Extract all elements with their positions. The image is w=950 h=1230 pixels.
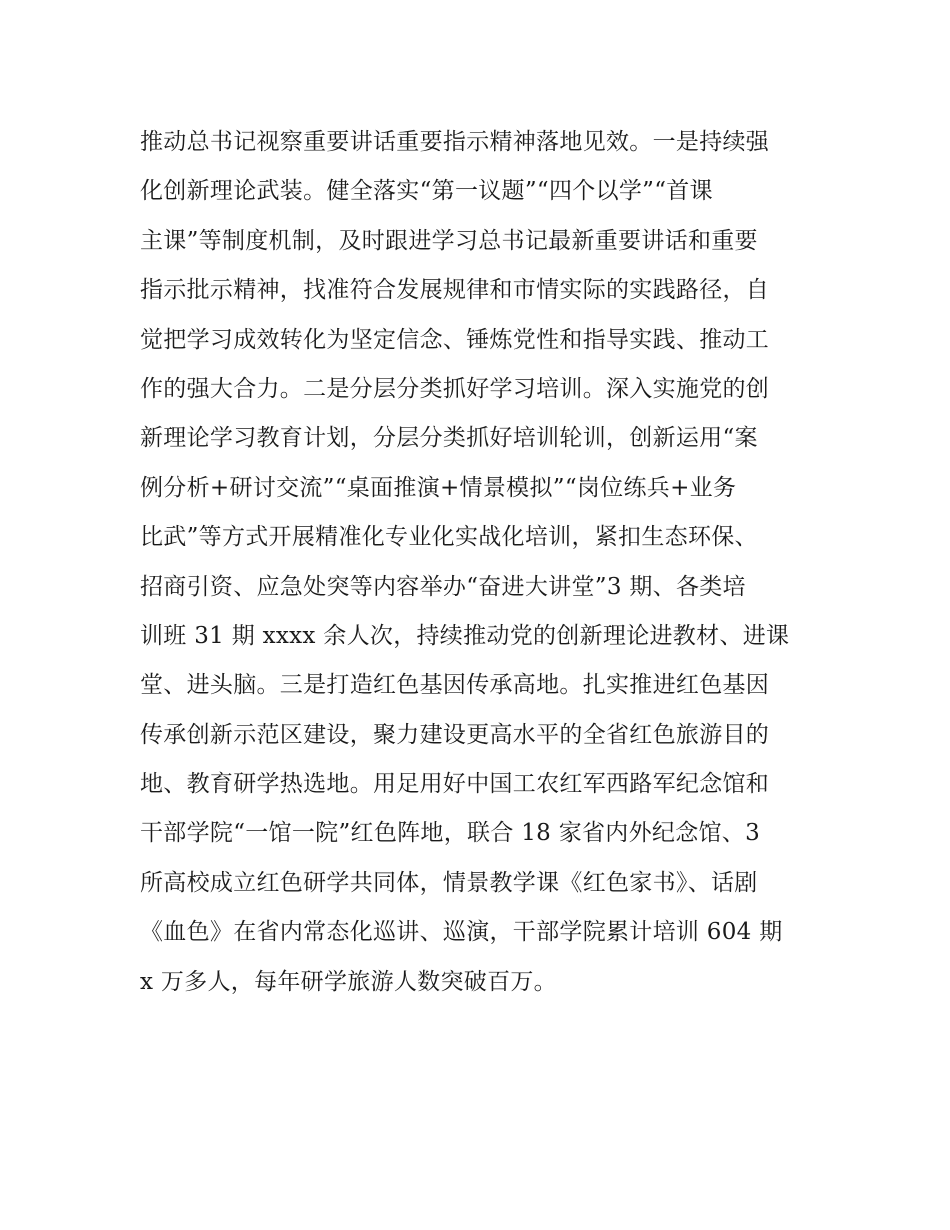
text-line: x 万多人，每年研学旅游人数突破百万。 — [140, 968, 557, 995]
text-line: 主课”等制度机制，及时跟进学习总书记最新重要讲话和重要 — [140, 227, 758, 254]
text-line: 作的强大合力。二是分层分类抓好学习培训。深入实施党的创 — [140, 375, 770, 402]
text-line: 化创新理论武装。健全落实“第一议题”“四个以学”“首课 — [140, 178, 713, 205]
text-line: 地、教育研学热选地。用足用好中国工农红军西路军纪念馆和 — [140, 771, 770, 798]
text-line: 觉把学习成效转化为坚定信念、锤炼党性和指导实践、推动工 — [140, 326, 770, 353]
text-line: 比武”等方式开展精准化专业化实战化培训，紧扣生态环保、 — [140, 524, 758, 551]
text-line: 指示批示精神，找准符合发展规律和市情实际的实践路径，自 — [140, 277, 770, 304]
text-line: 训班 31 期 xxxx 余人次，持续推动党的创新理论进教材、进课 — [140, 622, 790, 649]
text-line: 干部学院“一馆一院”红色阵地，联合 18 家省内外纪念馆、3 — [140, 820, 761, 847]
text-line: 《血色》在省内常态化巡讲、巡演，干部学院累计培训 604 期 — [140, 919, 783, 946]
text-line: 推动总书记视察重要讲话重要指示精神落地见效。一是持续强 — [140, 129, 770, 155]
text-line: 招商引资、应急处突等内容举办“奋进大讲堂”3 期、各类培 — [140, 573, 746, 600]
text-line: 新理论学习教育计划，分层分类抓好培训轮训，创新运用“案 — [140, 425, 758, 452]
text-line: 传承创新示范区建设，聚力建设更高水平的全省红色旅游目的 — [140, 721, 770, 748]
text-line: 堂、进头脑。三是打造红色基因传承高地。扎实推进红色基因 — [140, 672, 770, 699]
text-line: 所高校成立红色研学共同体，情景教学课《红色家书》、话剧 — [140, 869, 758, 896]
text-line: 例分析+研讨交流”“桌面推演+情景模拟”“岗位练兵+业务 — [140, 474, 737, 501]
body-paragraph — [140, 118, 820, 1007]
